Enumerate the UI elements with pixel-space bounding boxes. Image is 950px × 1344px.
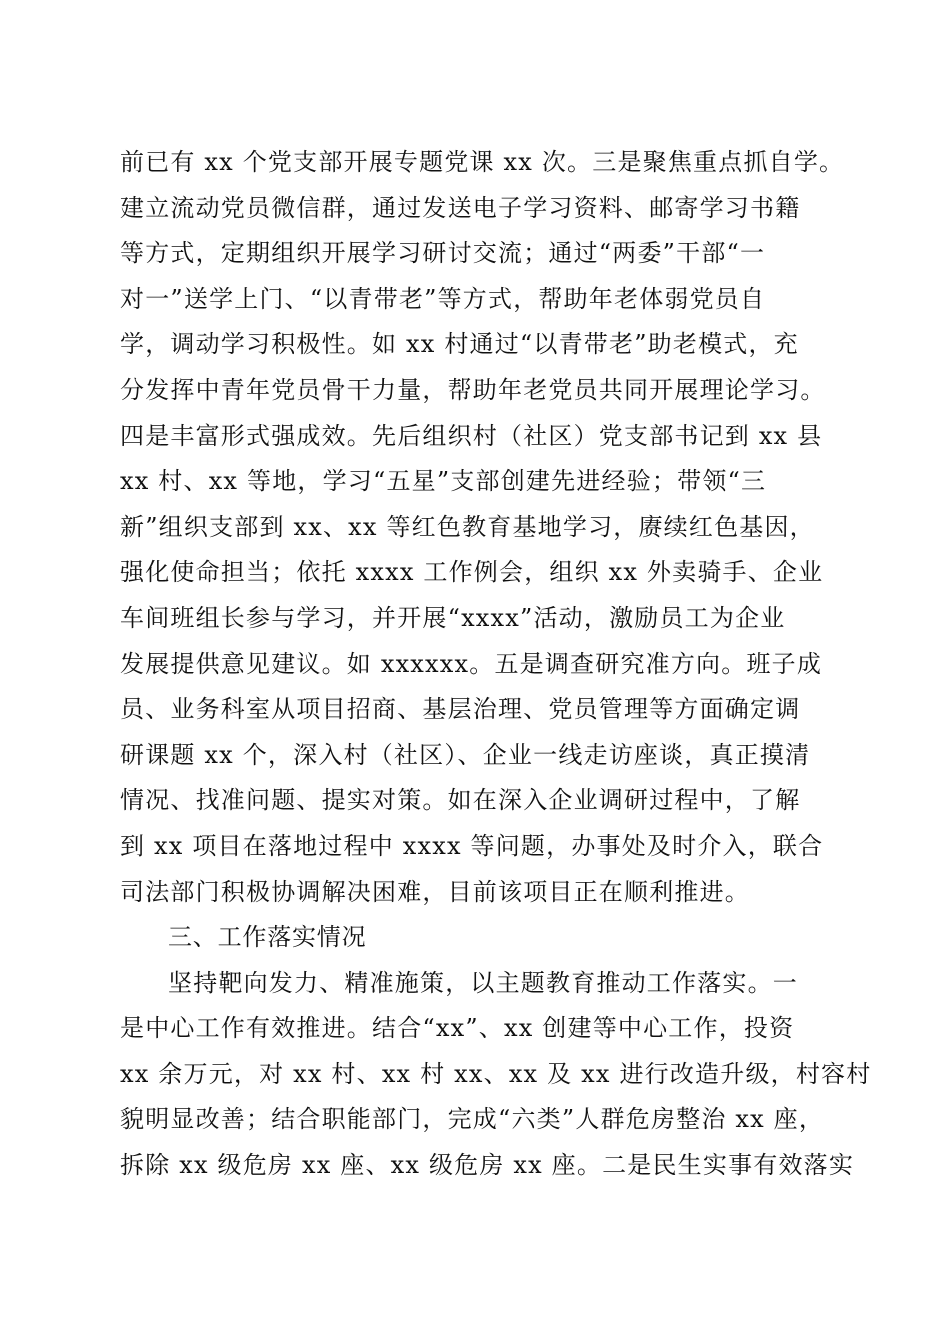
- text-line: 是中心工作有效推进。结合“xx”、xx 创建等中心工作，投资: [120, 1014, 795, 1043]
- text-line: 发展提供意见建议。如 xxxxxx。五是调查研究准方向。班子成: [120, 649, 823, 678]
- text-line: 到 xx 项目在落地过程中 xxxx 等问题，办事处及时介入，联合: [120, 831, 824, 860]
- text-line: 研课题 xx 个，深入村（社区）、企业一线走访座谈，真正摸清: [120, 740, 811, 769]
- document-body: [120, 140, 872, 1189]
- text-line: 拆除 xx 级危房 xx 座、xx 级危房 xx 座。二是民生实事有效落实: [120, 1151, 855, 1180]
- text-line: 坚持靶向发力、精准施策，以主题教育推动工作落实。一: [168, 968, 798, 997]
- text-line: 貌明显改善；结合职能部门，完成“六类”人群危房整治 xx 座，: [120, 1105, 825, 1134]
- text-line: 前已有 xx 个党支部开展专题党课 xx 次。三是聚焦重点抓自学。: [120, 148, 845, 176]
- text-line: 新”组织支部到 xx、xx 等红色教育基地学习，赓续红色基因，: [120, 512, 815, 541]
- text-line: 等方式，定期组织开展学习研讨交流；通过“两委”干部“一: [120, 239, 766, 268]
- text-line: 四是丰富形式强成效。先后组织村（社区）党支部书记到 xx 县: [120, 421, 823, 450]
- text-line: 对一”送学上门、“以青带老”等方式，帮助年老体弱党员自: [120, 284, 766, 313]
- text-line: 司法部门积极协调解决困难，目前该项目正在顺利推进。: [120, 877, 750, 906]
- text-line: 强化使命担当；依托 xxxx 工作例会，组织 xx 外卖骑手、企业: [120, 558, 824, 587]
- text-line: 学，调动学习积极性。如 xx 村通过“以青带老”助老模式，充: [120, 330, 799, 359]
- text-line: xx 村、xx 等地，学习“五星”支部创建先进经验；带领“三: [120, 467, 767, 496]
- text-line: 建立流动党员微信群，通过发送电子学习资料、邮寄学习书籍: [120, 193, 801, 222]
- text-line: xx 余万元，对 xx 村、xx 村 xx、xx 及 xx 进行改造升级，村容村: [120, 1059, 872, 1088]
- section-heading: 三、工作落实情况: [168, 923, 367, 952]
- text-line: 车间班组长参与学习，并开展“xxxx”活动，激励员工为企业: [120, 603, 786, 632]
- text-line: 分发挥中青年党员骨干力量，帮助年老党员共同开展理论学习。: [120, 375, 826, 404]
- text-line: 员、业务科室从项目招商、基层治理、党员管理等方面确定调: [120, 695, 801, 724]
- text-line: 情况、找准问题、提实对策。如在深入企业调研过程中，了解: [120, 786, 801, 815]
